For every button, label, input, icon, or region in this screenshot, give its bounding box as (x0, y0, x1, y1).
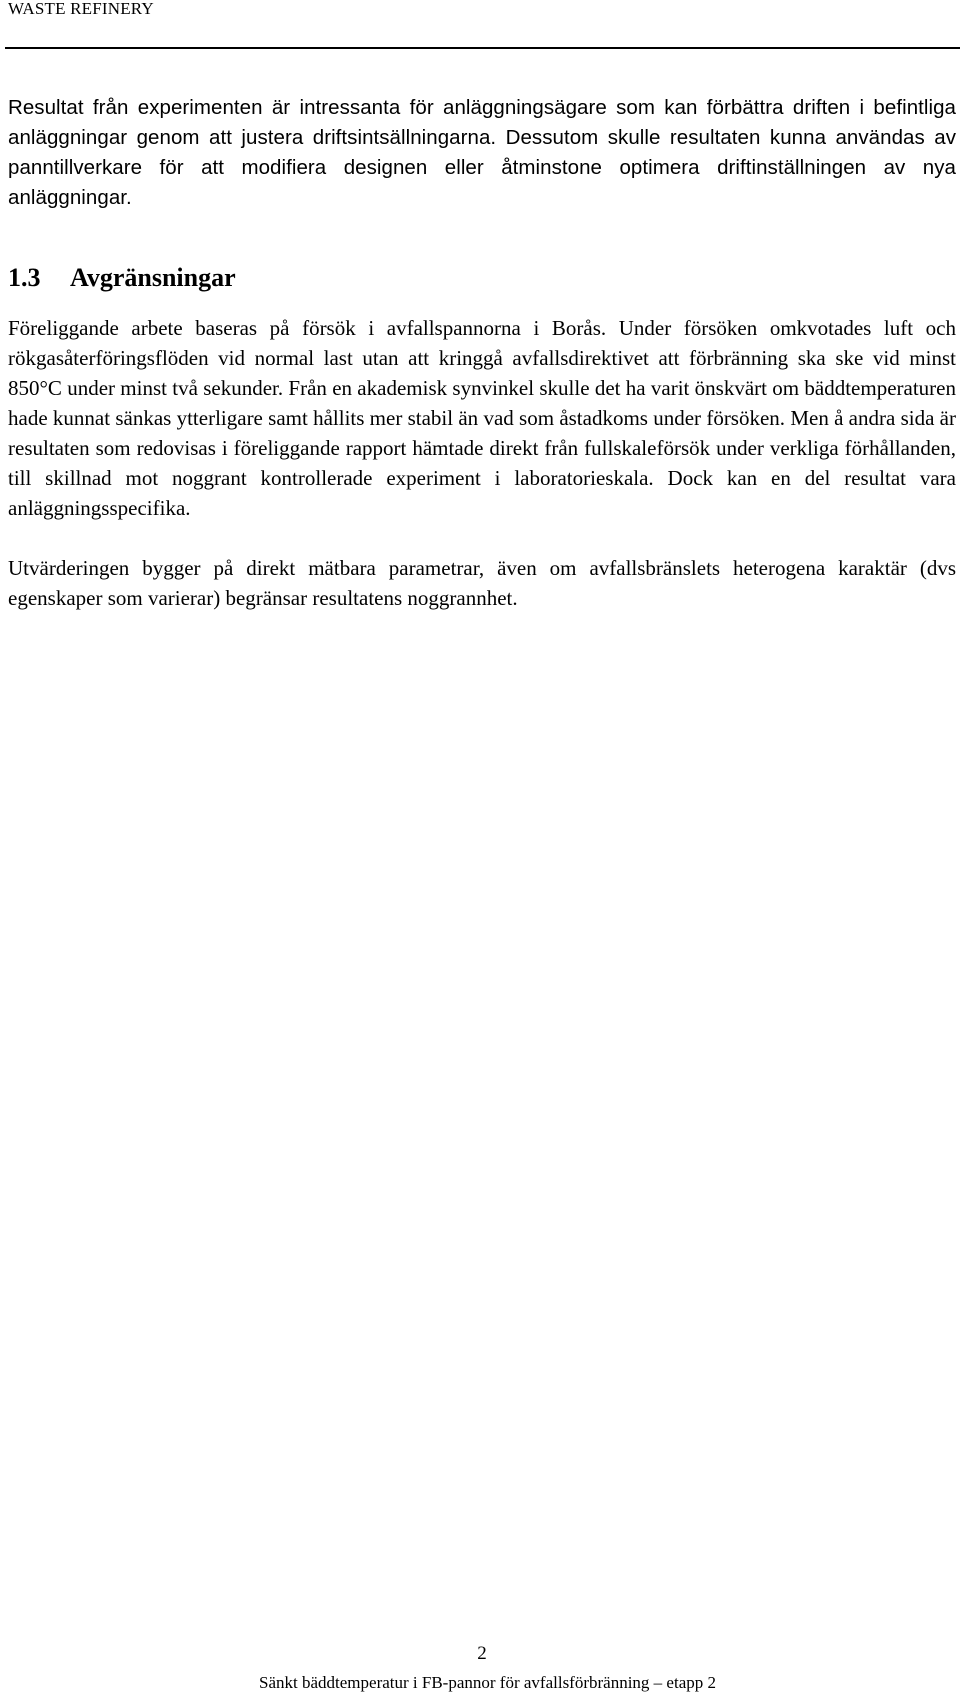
running-header: WASTE REFINERY (8, 0, 154, 18)
running-footer: Sänkt bäddtemperatur i FB-pannor för avfallsförbränning – etapp 2 (259, 1673, 716, 1692)
page-number: 2 (477, 1643, 487, 1664)
paragraph-delimitations: Föreliggande arbete baseras på försök i avfallspannorna i Borås. Under försöken omkvotades luft och rökgasåterföringsflöden vid normal last utan att kringgå avfallsdirektivet att förbränning ska ske vid minst 850°C under minst två sekunder. Från en akademisk synvinkel skulle det ha varit önskvärt om bäddtemperaturen hade kunnat sänkas ytterligare samt hållits mer stabil än vad som åstadkoms under försöken. Men å andra sida är resultaten som redovisas i föreliggande rapport hämtade direkt från fullskaleförsök under verkliga förhållanden, till skillnad mot noggrant kontrollerade experiment i laboratorieskala. Dock kan en del resultat vara anläggningsspecifika. (8, 316, 956, 520)
section-heading (8, 258, 956, 298)
section-number: 1.3 (8, 263, 41, 292)
section-title: Avgränsningar (70, 263, 236, 292)
header-divider (5, 47, 960, 49)
paragraph-results: Resultat från experimenten är intressanta för anläggningsägare som kan förbättra driften i befintliga anläggningar genom att justera driftsintsällningarna. Dessutom skulle resultaten kunna användas av panntillverkare för att modifiera designen eller åtminstone optimera driftinställningen av nya anläggningar. (8, 96, 956, 209)
page-content (8, 93, 956, 613)
paragraph-evaluation: Utvärderingen bygger på direkt mätbara parametrar, även om avfallsbränslets heterogena karaktär (dvs egenskaper som varierar) begränsar resultatens noggrannhet. (8, 556, 956, 610)
